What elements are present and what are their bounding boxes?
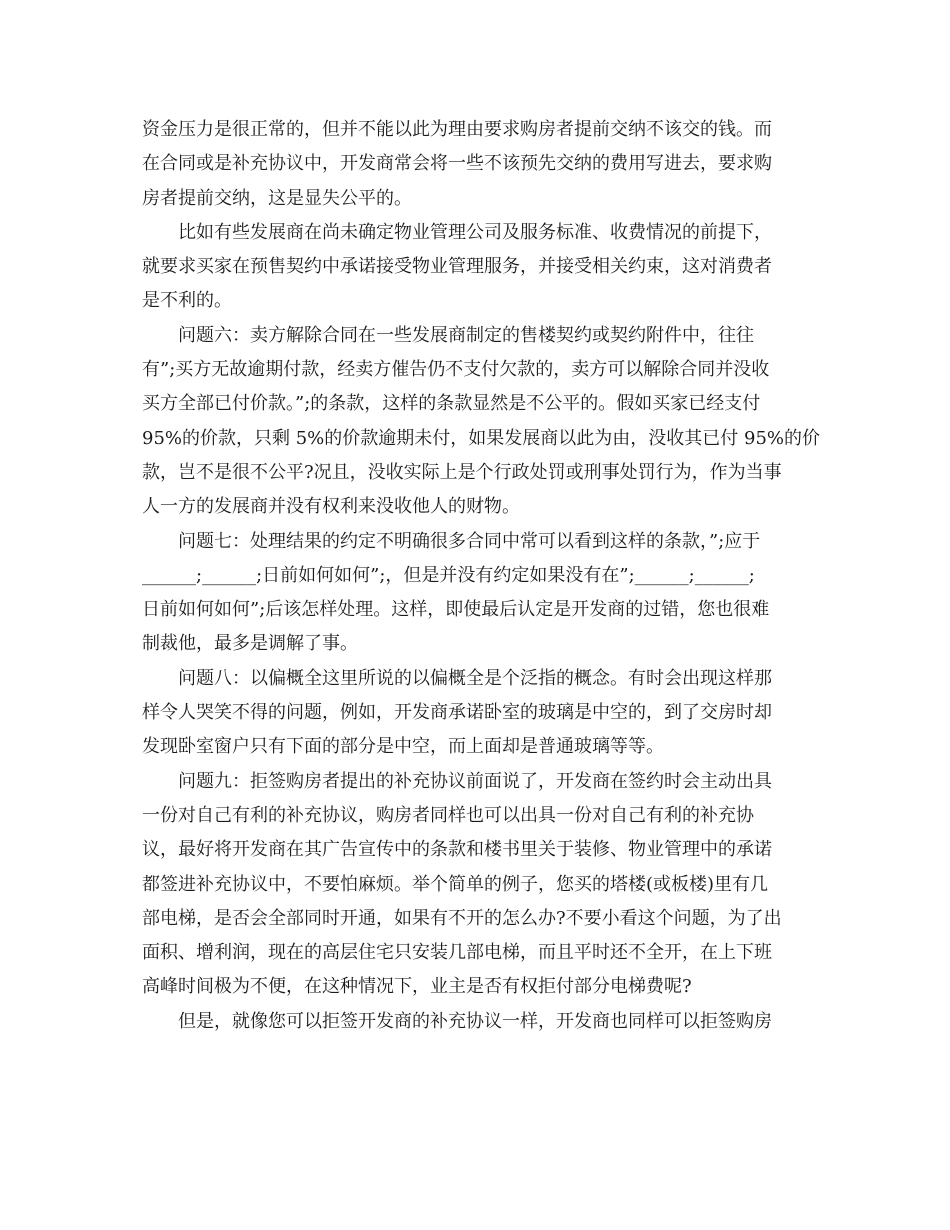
text-line: 制裁他，最多是调解了事。 xyxy=(142,633,358,655)
text-line: 一份对自己有利的补充协议，购房者同样也可以出具一份对自己有利的补充协 xyxy=(142,804,754,826)
text-line: 在合同或是补充协议中，开发商常会将一些不该预先交纳的费用写进去，要求购 xyxy=(142,153,772,175)
text-line: 日前如何如何”;后该怎样处理。这样，即使最后认定是开发商的过错，您也很难 xyxy=(142,599,770,621)
text-line: 款，岂不是很不公平?况且，没收实际上是个行政处罚或刑事处罚行为，作为当事 xyxy=(142,461,782,483)
text-line: 有”;买方无故逾期付款，经卖方催告仍不支付欠款的，卖方可以解除合同并没收 xyxy=(142,359,770,381)
text-line: 资金压力是很正常的，但并不能以此为理由要求购房者提前交纳不该交的钱。而 xyxy=(142,119,772,140)
text-line: 面积、增利润，现在的高层住宅只安装几部电梯，而且平时还不全开，在上下班 xyxy=(142,942,772,964)
text-line: ______;______;日前如何如何”;，但是并没有约定如果没有在”;______;______; xyxy=(142,564,755,586)
text-line: 都签进补充协议中，不要怕麻烦。举个简单的例子，您买的塔楼(或板楼)里有几 xyxy=(142,873,769,895)
text-line: 问题九：拒签购房者提出的补充协议前面说了，开发商在签约时会主动出具 xyxy=(178,770,772,792)
text-line: 问题七：处理结果的约定不明确很多合同中常可以看到这样的条款，”;应于 xyxy=(178,530,761,552)
text-line: 买方全部已付价款。”;的条款，这样的条款显然是不公平的。假如买家已经支付 xyxy=(142,393,761,415)
text-line: 就要求买家在预售契约中承诺接受物业管理服务，并接受相关约束，这对消费者 xyxy=(142,256,772,278)
text-line: 问题六：卖方解除合同在一些发展商制定的售楼契约或契约附件中，往往 xyxy=(178,324,754,346)
text-line: 高峰时间极为不便，在这种情况下，业主是否有权拒付部分电梯费呢? xyxy=(142,976,692,998)
text-line: 比如有些发展商在尚未确定物业管理公司及服务标准、收费情况的前提下， xyxy=(178,221,772,243)
body-text xyxy=(142,113,821,1039)
text-line: 但是，就像您可以拒签开发商的补充协议一样，开发商也同样可以拒签购房 xyxy=(178,1010,772,1032)
text-line: 议，最好将开发商在其广告宣传中的条款和楼书里关于装修、物业管理中的承诺 xyxy=(142,839,772,861)
text-line: 样令人哭笑不得的问题，例如，开发商承诺卧室的玻璃是中空的，到了交房时却 xyxy=(142,702,772,724)
text-line: 发现卧室窗户只有下面的部分是中空，而上面却是普通玻璃等等。 xyxy=(142,736,664,758)
text-line: 95%的价款，只剩 5%的价款逾期未付，如果发展商以此为由，没收其已付 95%的价 xyxy=(142,427,821,449)
text-line: 问题八：以偏概全这里所说的以偏概全是个泛指的概念。有时会出现这样那 xyxy=(178,667,772,689)
text-line: 是不利的。 xyxy=(142,290,232,312)
text-line: 部电梯，是否会全部同时开通，如果有不开的怎么办?不要小看这个问题，为了出 xyxy=(142,907,782,929)
text-line: 房者提前交纳，这是显失公平的。 xyxy=(142,187,412,209)
text-line: 人一方的发展商并没有权利来没收他人的财物。 xyxy=(142,496,520,518)
